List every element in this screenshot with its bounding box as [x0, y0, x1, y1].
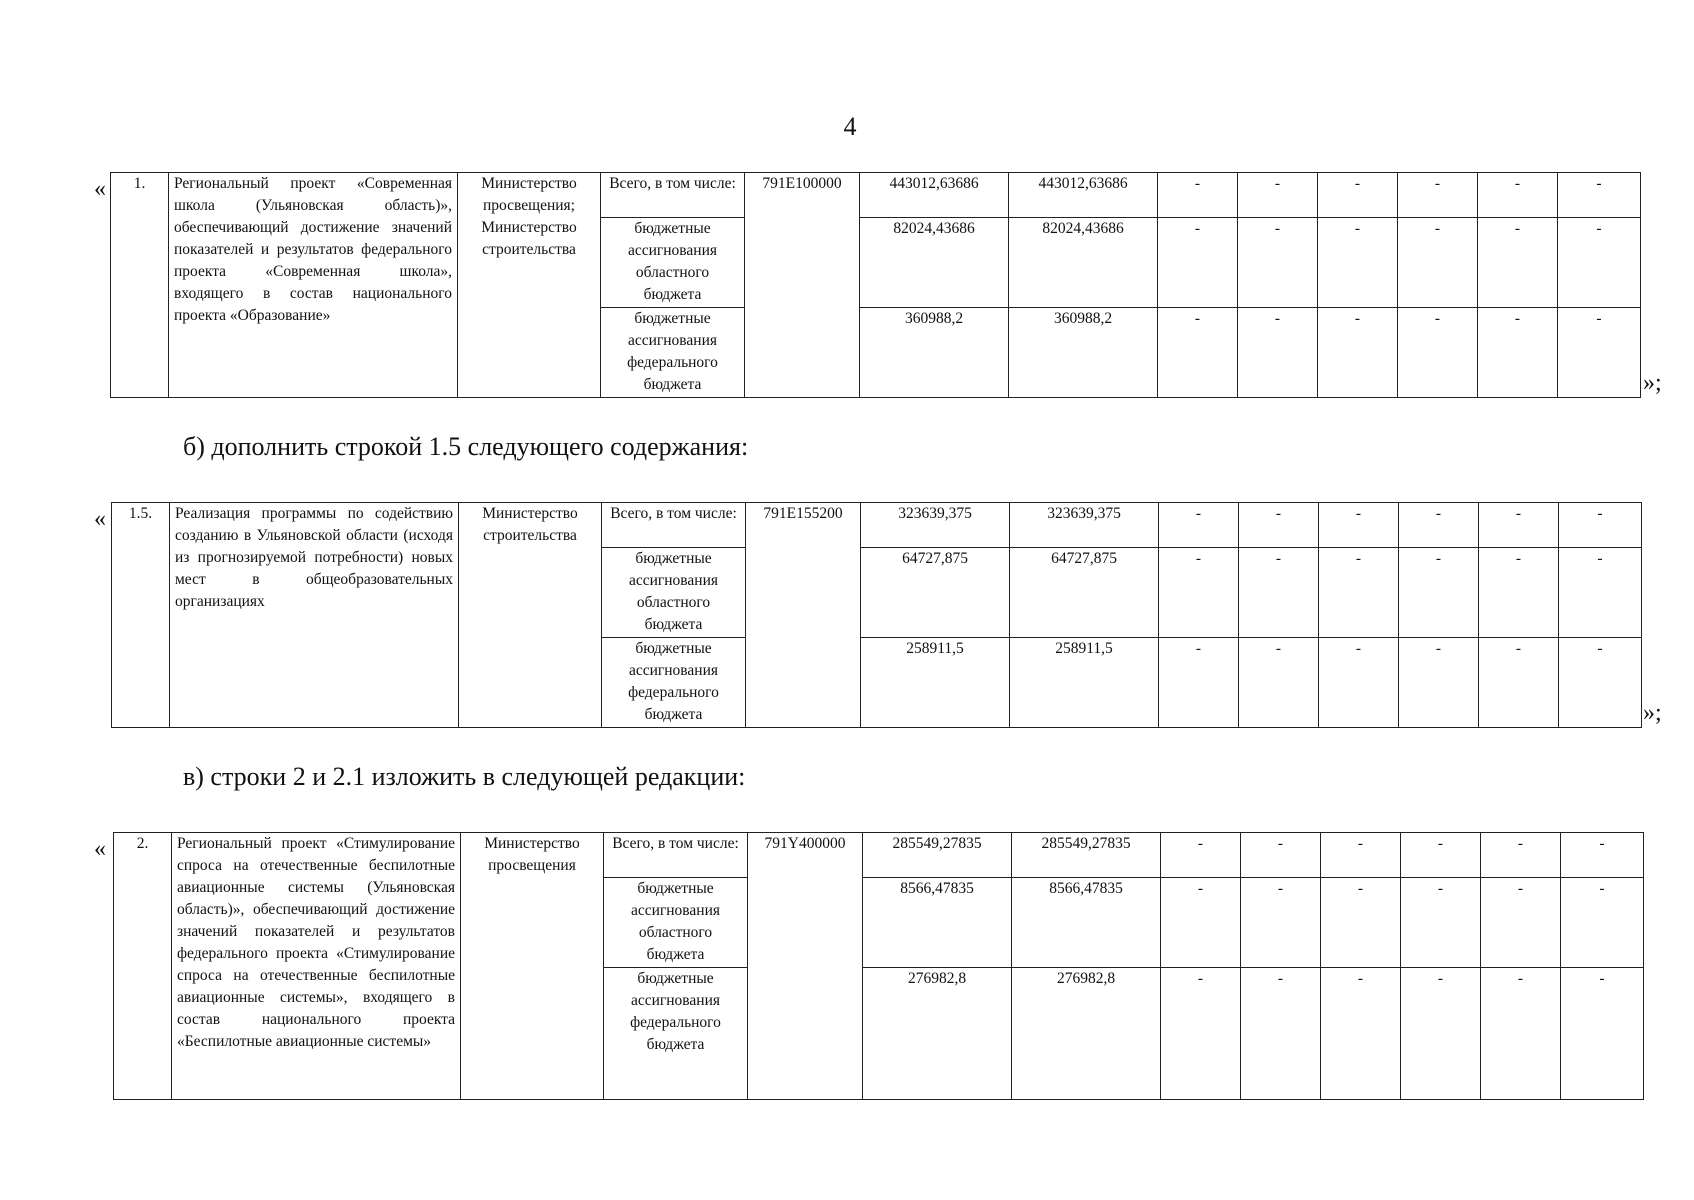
year-value: 360988,2: [1009, 308, 1158, 398]
open-quote: «: [94, 176, 106, 202]
year-value: 285549,27835: [1012, 833, 1161, 878]
budget-code: 791Е155200: [746, 503, 861, 728]
executor: Министерство строительства: [459, 503, 602, 728]
year-value: -: [1238, 308, 1318, 398]
total-value: 258911,5: [861, 638, 1010, 728]
year-value: -: [1399, 503, 1479, 548]
year-value: -: [1559, 548, 1642, 638]
year-value: -: [1479, 548, 1559, 638]
table-row: [114, 833, 1644, 878]
executor: Министерство просвещения: [461, 833, 604, 1100]
project-name: Региональный проект «Стимулирование спроса на отечественные беспилотные авиационные системы (Ульяновская область)», обеспечивающий достижение значений показателей и результатов федерального проекта «Стимулирование спроса на отечественные беспилотные авиационные системы», входящего в состав национального проекта «Беспилотные авиационные системы»: [172, 833, 461, 1100]
total-value: 8566,47835: [863, 878, 1012, 968]
year-value: -: [1159, 503, 1239, 548]
finance-table-row-2: [113, 832, 1644, 1100]
year-value: -: [1478, 173, 1558, 218]
year-value: 8566,47835: [1012, 878, 1161, 968]
funding-source: Всего, в том числе:: [601, 173, 745, 218]
year-value: -: [1481, 833, 1561, 878]
year-value: -: [1558, 173, 1641, 218]
year-value: -: [1398, 218, 1478, 308]
table-row: [112, 503, 1642, 548]
open-quote: «: [94, 836, 106, 862]
finance-table-row-1: [110, 172, 1641, 398]
total-value: 285549,27835: [863, 833, 1012, 878]
funding-source: бюджетные ассигнования федерального бюджета: [604, 968, 748, 1100]
year-value: -: [1239, 638, 1319, 728]
project-name: Региональный проект «Современная школа (Ульяновская область)», обеспечивающий достижение значений показателей и результатов федерального проекта «Современная школа», входящего в состав национального проекта «Образование»: [169, 173, 458, 398]
year-value: -: [1561, 833, 1644, 878]
year-value: 64727,875: [1010, 548, 1159, 638]
open-quote: «: [94, 506, 106, 532]
year-value: -: [1161, 878, 1241, 968]
year-value: -: [1318, 173, 1398, 218]
year-value: -: [1559, 638, 1642, 728]
year-value: -: [1478, 308, 1558, 398]
year-value: 82024,43686: [1009, 218, 1158, 308]
funding-source: бюджетные ассигнования областного бюджета: [602, 548, 746, 638]
year-value: -: [1321, 833, 1401, 878]
close-quote: »;: [1643, 700, 1662, 726]
total-value: 360988,2: [860, 308, 1009, 398]
year-value: -: [1558, 218, 1641, 308]
funding-source: бюджетные ассигнования федерального бюджета: [602, 638, 746, 728]
row-number: 2.: [114, 833, 172, 1100]
executor: Министерство просвещения; Министерство строительства: [458, 173, 601, 398]
year-value: -: [1561, 968, 1644, 1100]
budget-code: 791Е100000: [745, 173, 860, 398]
funding-source: бюджетные ассигнования областного бюджета: [604, 878, 748, 968]
year-value: -: [1318, 218, 1398, 308]
total-value: 64727,875: [861, 548, 1010, 638]
year-value: -: [1481, 968, 1561, 1100]
year-value: -: [1399, 548, 1479, 638]
year-value: 258911,5: [1010, 638, 1159, 728]
year-value: 443012,63686: [1009, 173, 1158, 218]
year-value: -: [1559, 503, 1642, 548]
year-value: -: [1319, 638, 1399, 728]
year-value: -: [1561, 878, 1644, 968]
year-value: -: [1321, 878, 1401, 968]
year-value: -: [1401, 968, 1481, 1100]
row-number: 1.5.: [112, 503, 170, 728]
year-value: -: [1238, 218, 1318, 308]
year-value: -: [1159, 638, 1239, 728]
year-value: 276982,8: [1012, 968, 1161, 1100]
year-value: -: [1399, 638, 1479, 728]
year-value: -: [1158, 218, 1238, 308]
close-quote: »;: [1643, 370, 1662, 396]
year-value: -: [1318, 308, 1398, 398]
funding-source: бюджетные ассигнования федерального бюджета: [601, 308, 745, 398]
year-value: -: [1161, 968, 1241, 1100]
funding-source: Всего, в том числе:: [602, 503, 746, 548]
year-value: -: [1158, 308, 1238, 398]
year-value: -: [1238, 173, 1318, 218]
year-value: -: [1158, 173, 1238, 218]
year-value: -: [1398, 173, 1478, 218]
year-value: -: [1241, 878, 1321, 968]
year-value: -: [1241, 833, 1321, 878]
year-value: -: [1159, 548, 1239, 638]
year-value: -: [1239, 503, 1319, 548]
year-value: -: [1481, 878, 1561, 968]
total-value: 323639,375: [861, 503, 1010, 548]
total-value: 276982,8: [863, 968, 1012, 1100]
year-value: -: [1401, 833, 1481, 878]
year-value: -: [1401, 878, 1481, 968]
year-value: -: [1161, 833, 1241, 878]
year-value: -: [1319, 548, 1399, 638]
project-name: Реализация программы по содействию созданию в Ульяновской области (исходя из прогнозируемой потребности) новых мест в общеобразовательных организациях: [170, 503, 459, 728]
row-number: 1.: [111, 173, 169, 398]
total-value: 82024,43686: [860, 218, 1009, 308]
budget-code: 791Y400000: [748, 833, 863, 1100]
finance-table-row-1-5: [111, 502, 1642, 728]
year-value: -: [1478, 218, 1558, 308]
total-value: 443012,63686: [860, 173, 1009, 218]
table-row: [111, 173, 1641, 218]
year-value: -: [1479, 638, 1559, 728]
page-number: 4: [843, 112, 857, 141]
year-value: 323639,375: [1010, 503, 1159, 548]
year-value: -: [1241, 968, 1321, 1100]
year-value: -: [1398, 308, 1478, 398]
instruction-v: в) строки 2 и 2.1 изложить в следующей редакции:: [183, 762, 746, 791]
year-value: -: [1239, 548, 1319, 638]
funding-source: Всего, в том числе:: [604, 833, 748, 878]
year-value: -: [1321, 968, 1401, 1100]
funding-source: бюджетные ассигнования областного бюджета: [601, 218, 745, 308]
year-value: -: [1558, 308, 1641, 398]
instruction-b: б) дополнить строкой 1.5 следующего содержания:: [183, 432, 749, 461]
year-value: -: [1479, 503, 1559, 548]
year-value: -: [1319, 503, 1399, 548]
